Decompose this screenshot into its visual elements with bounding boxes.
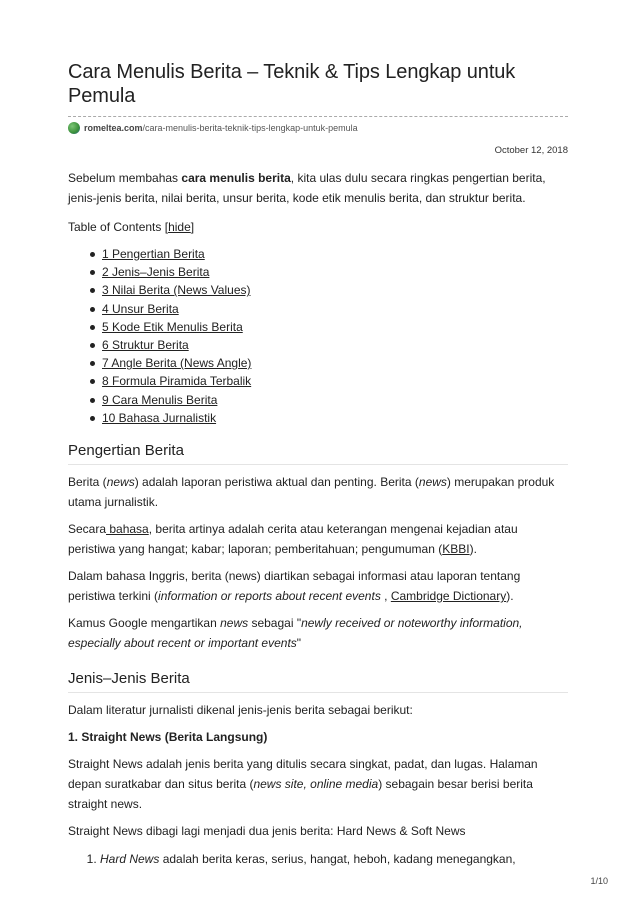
paragraph: [68, 613, 568, 653]
toc-item: [102, 372, 568, 390]
italic-quote: newly received or noteworthy information, especially about recent or important events: [68, 616, 523, 651]
text: sebagai ": [248, 616, 302, 631]
bahasa-link[interactable]: bahasa: [106, 522, 149, 537]
text: Dalam bahasa Inggris, berita (news) diartikan sebagai informasi atau laporan tentang peristiwa terkini (: [68, 569, 521, 604]
toc-link[interactable]: 1 Pengertian Berita: [102, 247, 205, 261]
toc-link[interactable]: 7 Angle Berita (News Angle): [102, 356, 252, 371]
text: , berita artinya adalah cerita atau keterangan mengenai kejadian atau peristiwa yang hangat; kabar; laporan; pemberitahuan; pengumuman (: [68, 522, 518, 557]
toc-link[interactable]: 2 Jenis–Jenis Berita: [102, 265, 210, 280]
toc-link[interactable]: 6 Struktur Berita: [102, 338, 189, 353]
page-number: 1/10: [590, 876, 608, 886]
paragraph: [68, 754, 568, 814]
intro-paragraph: [68, 168, 568, 208]
italic-text: information or reports about recent events: [158, 589, 381, 604]
toc-list: [68, 245, 568, 427]
source-line: [68, 121, 568, 135]
paragraph: Dalam literatur jurnalisti dikenal jenis-jenis berita sebagai berikut:: [68, 703, 413, 718]
toc-header: [68, 217, 568, 237]
text: ).: [506, 589, 514, 604]
source-url[interactable]: [84, 123, 358, 133]
italic-text: news: [418, 475, 447, 490]
text: Straight News adalah jenis berita yang ditulis secara singkat, padat, dan lugas. Halaman depan suratkabar dan situs berita (: [68, 757, 538, 792]
toc-item: [102, 300, 568, 318]
toc-item: [102, 409, 568, 427]
paragraph: [68, 566, 568, 606]
toc-link[interactable]: 10 Bahasa Jurnalistik: [102, 410, 217, 425]
text: ) adalah laporan peristiwa aktual dan penting. Berita (: [134, 475, 419, 490]
text: ) merupakan produk utama jurnalistik.: [68, 475, 555, 510]
document-page: [68, 0, 568, 869]
text: Secara: [68, 522, 107, 537]
toc-item: [102, 281, 568, 299]
text: ": [296, 636, 302, 651]
toc-link[interactable]: 4 Unsur Berita: [102, 301, 179, 316]
toc-item: [102, 318, 568, 336]
text: ) sebagain besar berisi berita straight news.: [68, 777, 533, 812]
title-divider: [68, 116, 568, 117]
source-path: /cara-menulis-berita-teknik-tips-lengkap-untuk-pemula: [142, 123, 358, 133]
cambridge-dictionary-link[interactable]: Cambridge Dictionary: [390, 589, 507, 604]
toc-link[interactable]: 9 Cara Menulis Berita: [102, 392, 218, 407]
text: Kamus Google mengartikan: [68, 616, 221, 631]
text: Berita (: [68, 475, 107, 490]
kbbi-link[interactable]: KBBI: [442, 542, 470, 557]
italic-text: news: [220, 616, 249, 631]
section-heading-pengertian: Pengertian Berita: [68, 441, 568, 465]
intro-text-b: , kita ulas dulu secara ringkas pengertian berita, jenis-jenis berita, nilai berita, unsur berita, kode etik menulis berita, dan struktur berita.: [68, 171, 546, 205]
site-favicon-icon: [68, 122, 80, 134]
subheading-straight-news: 1. Straight News (Berita Langsung): [68, 730, 268, 745]
news-type-list: [68, 849, 568, 869]
source-domain: romeltea.com: [84, 123, 143, 133]
italic-text: Hard News: [100, 852, 160, 867]
list-item: [100, 849, 568, 869]
italic-text: news: [106, 475, 135, 490]
paragraph: [68, 472, 568, 512]
toc-hide-link[interactable]: hide: [168, 220, 191, 234]
page-title: Cara Menulis Berita – Teknik & Tips Lengkap untuk Pemula: [68, 61, 516, 107]
intro-bold-text: cara menulis berita: [181, 171, 291, 185]
toc-link[interactable]: 5 Kode Etik Menulis Berita: [102, 319, 243, 334]
text: ).: [469, 542, 477, 557]
toc-item: [102, 263, 568, 281]
intro-text-a: Sebelum membahas: [68, 171, 182, 185]
toc-link[interactable]: 3 Nilai Berita (News Values): [102, 283, 251, 298]
toc-label: Table of Contents [: [68, 220, 169, 234]
toc-item: [102, 354, 568, 372]
toc-item: [102, 336, 568, 354]
toc-item: [102, 245, 568, 263]
toc-link[interactable]: 8 Formula Piramida Terbalik: [102, 374, 252, 389]
toc-item: [102, 391, 568, 409]
toc-bracket: ]: [190, 220, 195, 234]
text: adalah berita keras, serius, hangat, heboh, kadang menegangkan,: [159, 852, 516, 867]
paragraph: Straight News dibagi lagi menjadi dua jenis berita: Hard News & Soft News: [68, 824, 466, 839]
publish-date: October 12, 2018: [494, 145, 568, 156]
italic-text: news site, online media: [253, 777, 379, 792]
paragraph: [68, 519, 568, 559]
text: ,: [380, 589, 391, 604]
section-heading-jenis: Jenis–Jenis Berita: [68, 669, 568, 693]
